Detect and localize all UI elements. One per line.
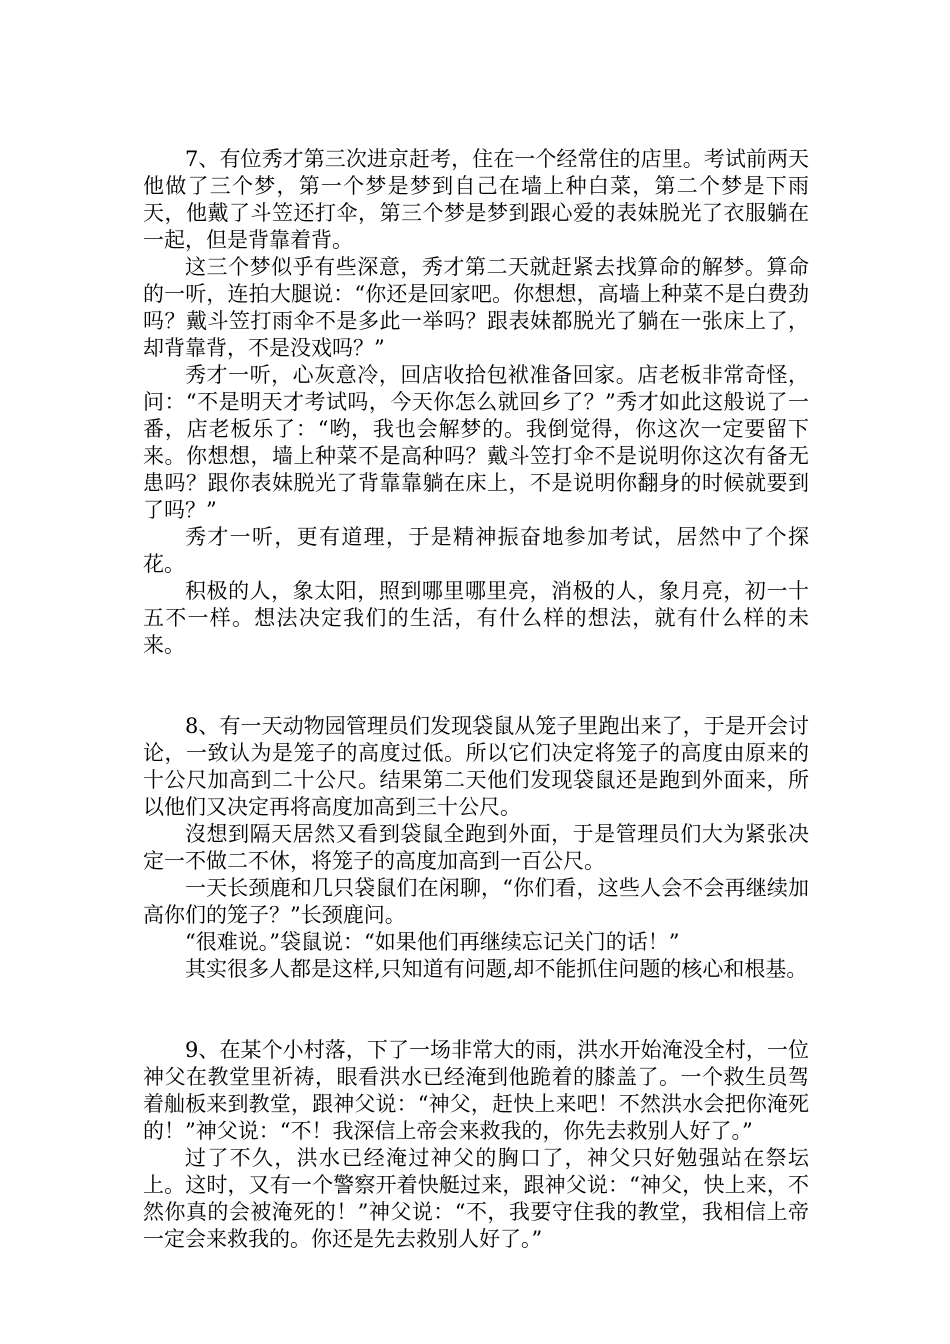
paragraph: 7、有位秀才第三次进京赶考，住在一个经常住的店里。考试前两天他做了三个梦，第一个梦是梦到自己在墙上种白菜，第二个梦是下雨天，他戴了斗笠还打伞，第三个梦是梦到跟心爱的表妹脱光了衣服躺在一起，但是背靠着背。 [143, 147, 809, 252]
paragraph: 过了不久，洪水已经淹过神父的胸口了，神父只好勉强站在祭坛上。这时，又有一个警察开着快艇过来，跟神父说：“神父，快上来，不然你真的会被淹死的！”神父说：“不，我要守住我的教堂，我相信上帝一定会来救我的。你还是先去救别人好了。” [143, 1146, 809, 1251]
story-8 [143, 713, 809, 983]
paragraph: 8、有一天动物园管理员们发现袋鼠从笼子里跑出来了，于是开会讨论，一致认为是笼子的高度过低。所以它们决定将笼子的高度由原来的十公尺加高到二十公尺。结果第二天他们发现袋鼠还是跑到外面来，所以他们又决定再将高度加高到三十公尺。 [143, 714, 809, 819]
paragraph: 其实很多人都是这样,只知道有问题,却不能抓住问题的核心和根基。 [185, 957, 808, 981]
paragraph: 秀才一听，更有道理，于是精神振奋地参加考试，居然中了个探花。 [143, 525, 809, 576]
paragraph: 秀才一听，心灰意冷，回店收拾包袱准备回家。店老板非常奇怪，问：“不是明天才考试吗，今天你怎么就回乡了？”秀才如此这般说了一番，店老板乐了：“哟，我也会解梦的。我倒觉得，你这次一定要留下来。你想想，墙上种菜不是高种吗？戴斗笠打伞不是说明你这次有备无患吗？跟你表妹脱光了背靠靠躺在床上，不是说明你翻身的时候就要到了吗？” [143, 363, 809, 522]
story-7 [143, 146, 809, 659]
paragraph: “很难说。”袋鼠说：“如果他们再继续忘记关门的话！” [185, 930, 680, 954]
paragraph: 9、在某个小村落，下了一场非常大的雨，洪水开始淹没全村，一位神父在教堂里祈祷，眼看洪水已经淹到他跪着的膝盖了。一个救生员驾着舢板来到教堂，跟神父说：“神父，赶快上来吧！不然洪水会把你淹死的！”神父说：“不！我深信上帝会来救我的，你先去救别人好了。” [143, 1038, 809, 1143]
story-9 [143, 1037, 809, 1253]
document-body [143, 146, 809, 1253]
paragraph: 一天长颈鹿和几只袋鼠们在闲聊，“你们看，这些人会不会再继续加高你们的笼子？”长颈鹿问。 [143, 876, 809, 927]
paragraph: 这三个梦似乎有些深意，秀才第二天就赶紧去找算命的解梦。算命的一听，连拍大腿说：“你还是回家吧。你想想，高墙上种菜不是白费劲吗？戴斗笠打雨伞不是多此一举吗？跟表妹都脱光了躺在一张床上了，却背靠背，不是没戏吗？” [143, 255, 809, 360]
paragraph: 沒想到隔天居然又看到袋鼠全跑到外面，于是管理员们大为紧张决定一不做二不休，将笼子的高度加高到一百公尺。 [143, 822, 809, 873]
paragraph: 积极的人，象太阳，照到哪里哪里亮，消极的人，象月亮，初一十五不一样。想法决定我们的生活，有什么样的想法，就有什么样的未来。 [143, 579, 809, 657]
